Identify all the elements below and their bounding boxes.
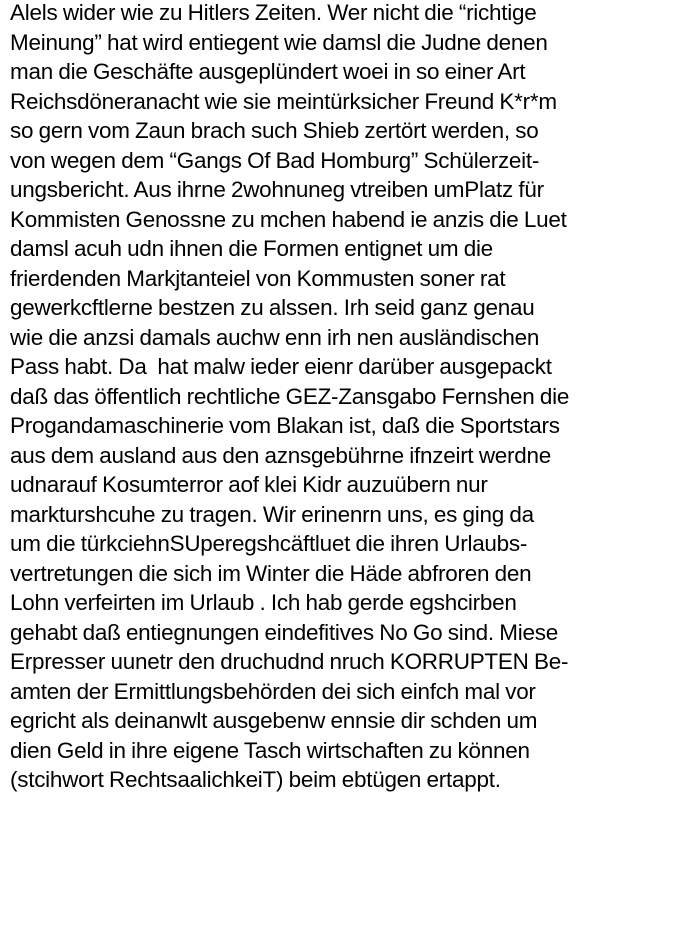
text-line: Kommisten Genossne zu mchen habend ie anzis die Luet	[10, 206, 567, 232]
text-line: daß das öffentlich rechtliche GEZ-Zansgabo Fernshen die	[10, 383, 570, 409]
text-line: dien Geld in ihre eigene Tasch wirtschaften zu können	[10, 737, 530, 763]
text-line: udnarauf Kosumterror aof klei Kidr auzuübern nur	[10, 472, 488, 497]
text-line: gehabt daß entiegnungen eindefitives No Go sind. Miese	[10, 619, 558, 645]
text-line: markturshcuhe zu tragen. Wir erinenrn uns, es ging da	[10, 501, 534, 527]
text-line: Progandamaschinerie vom Blakan ist, daß die Sportstars	[10, 413, 560, 438]
text-line: vertretungen die sich im Winter die Häde abfroren den	[10, 560, 532, 586]
text-line: um die türkciehnSUperegshcäftluet die ihren Urlaubs-	[10, 531, 528, 556]
text-line: Reichsdöneranacht wie sie meintürksicher Freund K*r*m	[10, 88, 557, 114]
text-line: amten der Ermittlungsbehörden dei sich einfch mal vor	[10, 678, 536, 704]
text-line: Lohn verfeirten im Urlaub . Ich hab gerde egshcirben	[10, 590, 517, 615]
text-line: Erpresser uunetr den druchudnd nruch KORRUPTEN Be-	[10, 649, 569, 674]
text-line: so gern vom Zaun brach such Shieb zertört werden, so	[10, 118, 539, 143]
text-line: man die Geschäfte ausgeplündert woei in so einer Art	[10, 59, 526, 84]
text-line: ungsbericht. Aus ihrne 2wohnuneg vtreiben umPlatz für	[10, 177, 544, 202]
text-line: von wegen dem “Gangs Of Bad Homburg” Schülerzeit-	[10, 147, 540, 173]
text-line: wie die anzsi damals auchw enn irh nen ausländischen	[10, 324, 540, 350]
text-line: Pass habt. Da hat malw ieder eienr darüber ausgepackt	[10, 354, 552, 379]
text-line: egricht als deinanwlt ausgebenw ennsie dir schden um	[10, 708, 538, 733]
text-line: Alels wider wie zu Hitlers Zeiten. Wer nicht die “richtige	[10, 0, 537, 25]
text-line: (stcihwort RechtsaalichkeiT) beim ebtügen ertappt.	[10, 767, 501, 792]
text-line: frierdenden Markjtanteiel von Kommusten soner rat	[10, 265, 506, 291]
text-line: gewerkcftlerne bestzen zu alssen. Irh seid ganz genau	[10, 295, 535, 320]
text-line: aus dem ausland aus den aznsgebührne ifnzeirt werdne	[10, 442, 551, 468]
document-body	[10, 0, 680, 795]
text-line: Meinung” hat wird entiegent wie damsl die Judne denen	[10, 29, 548, 55]
text-line: damsl acuh udn ihnen die Formen entignet um die	[10, 236, 493, 261]
